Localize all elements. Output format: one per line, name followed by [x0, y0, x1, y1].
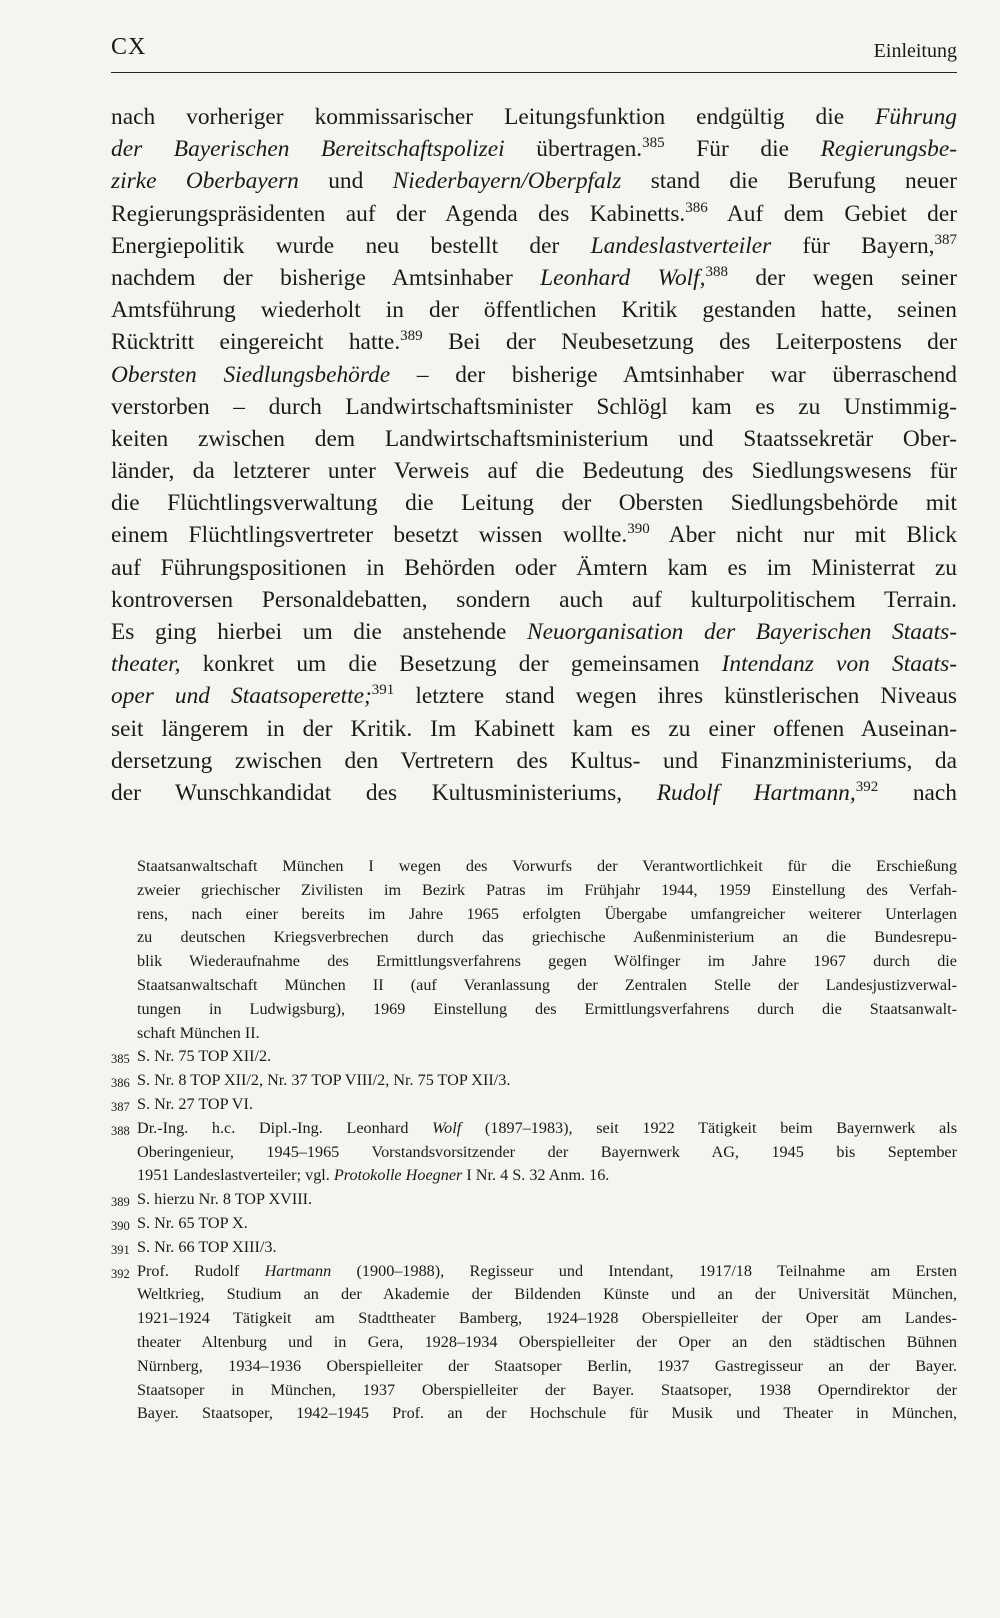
footnote-item — [111, 1069, 957, 1093]
text-run: Staatsoper in München, 1937 Oberspielleiter der Bayer. Staatsoper, 1938 Operndirektor der — [137, 1380, 957, 1399]
italic-run: Regierungsbe- — [820, 136, 957, 163]
text-run: Es ging hierbei um die anstehende — [111, 619, 527, 645]
footnote-continuation — [111, 855, 957, 1045]
body-line — [111, 423, 957, 455]
footnote-ref: 385 — [642, 135, 665, 152]
footnote-ref: 392 — [855, 778, 879, 795]
text-run: Auf dem Gebiet der — [707, 200, 958, 227]
text-run: Prof. Rudolf — [137, 1261, 265, 1280]
text-run: S. Nr. 75 TOP XII/2. — [137, 1047, 272, 1066]
section-title: Einleitung — [873, 40, 957, 62]
body-line — [111, 359, 957, 391]
page-number: CX — [111, 34, 147, 60]
text-run: Bei der Neubesetzung des Leiterpostens der — [422, 329, 957, 356]
text-run: – der bisherige Amtsinhaber war überraschend — [390, 361, 958, 388]
footnote-line — [137, 1188, 957, 1212]
text-run: Weltkrieg, Studium an der Akademie der Bildenden Künste und an der Universität München, — [137, 1285, 957, 1304]
italic-run: zirke Oberbayern — [111, 168, 299, 195]
text-run: Bayer. Staatsoper, 1942–1945 Prof. an der Hochschule für Musik und Theater in München, — [137, 1404, 957, 1423]
footnote-line — [137, 1307, 957, 1331]
footnote-line — [137, 1141, 957, 1165]
italic-run: Niederbayern/Oberpfalz — [392, 168, 622, 195]
body-line — [111, 745, 957, 777]
footnote-line — [137, 1236, 957, 1260]
footnote-ref: 391 — [371, 682, 395, 699]
footnotes — [111, 855, 957, 1426]
text-run: länder, da letzterer unter Verweis auf die Bedeutung des Siedlungswesens für — [111, 458, 957, 485]
footnote-ref: 389 — [400, 328, 423, 345]
italic-run: oper und Staatsoperette; — [111, 683, 372, 710]
footnote-line — [137, 1212, 957, 1236]
footnote-ref: 390 — [627, 521, 650, 538]
footnote-line — [137, 1331, 957, 1355]
text-run: seit längerem in der Kritik. Im Kabinett kam es zu einer offenen Auseinan- — [111, 715, 957, 742]
footnote-line — [137, 1379, 957, 1403]
text-run: einem Flüchtlingsvertreter besetzt wissen wollte. — [111, 522, 628, 549]
text-run: letztere stand wegen ihres künstlerischen Niveaus — [394, 683, 957, 710]
body-line — [111, 648, 957, 680]
body-text — [111, 101, 957, 809]
text-run: übertragen. — [504, 136, 643, 163]
footnote-line: blik Wiederaufnahme des Ermittlungsverfahrens gegen Wölfinger im Jahre 1967 durch die — [137, 952, 957, 971]
footnote-ref: 388 — [705, 263, 729, 280]
body-line — [111, 133, 957, 165]
text-run: S. Nr. 27 TOP VI. — [137, 1094, 253, 1113]
body-line — [111, 391, 957, 423]
footnote-line: Staatsanwaltschaft München II (auf Veranlassung der Zentralen Stelle der Landesjustizverwal- — [137, 975, 957, 994]
footnote-line: Staatsanwaltschaft München I wegen des Vorwurfs der Verantwortlichkeit für die Erschießung — [137, 857, 957, 875]
italic-run: Landeslastverteiler — [590, 232, 772, 259]
footnote-number: 390 — [111, 1218, 130, 1233]
body-line — [111, 230, 957, 262]
body-line — [111, 262, 957, 294]
text-run: der wegen seiner — [728, 264, 957, 291]
text-run: kontroversen Personaldebatten, sondern auch auf kulturpolitischem Terrain. — [111, 586, 957, 613]
footnote-list — [111, 1045, 957, 1426]
body-line — [111, 616, 957, 648]
text-run: theater Altenburg und in Gera, 1928–1934 Oberspielleiter der Oper an den städtischen Bühnen — [137, 1332, 957, 1351]
italic-run: Obersten Siedlungsbehörde — [111, 361, 391, 388]
footnote-ref: 387 — [934, 231, 957, 248]
text-run: keiten zwischen dem Landwirtschaftsministerium und Staatssekretär Ober- — [111, 425, 957, 452]
italic-run: Intendanz von Staats- — [721, 651, 957, 678]
text-run: und — [298, 168, 393, 195]
text-run: die Flüchtlingsverwaltung die Leitung der Obersten Siedlungsbehörde mit — [111, 490, 957, 517]
body-line — [111, 198, 957, 230]
footnote-line: schaft München II. — [137, 1023, 260, 1042]
text-run: Rücktritt eingereicht hatte. — [111, 329, 401, 356]
text-run: 1951 Landeslastverteiler; vgl. — [137, 1166, 334, 1185]
text-run: (1900–1988), Regisseur und Intendant, 1917/18 Teilnahme am Ersten — [331, 1261, 957, 1280]
footnote-item — [111, 1212, 957, 1236]
text-run: nach vorheriger kommissarischer Leitungsfunktion endgültig die — [111, 104, 876, 130]
running-header — [111, 30, 957, 73]
footnote-line — [137, 1093, 957, 1117]
italic-run: Rudolf Hartmann, — [656, 779, 856, 806]
text-run: verstorben – durch Landwirtschaftsminister Schlögl kam es zu Unstimmig- — [111, 393, 957, 420]
footnote-line — [137, 1045, 957, 1069]
italic-run: Protokolle Hoegner — [333, 1166, 463, 1185]
text-run: Oberingenieur, 1945–1965 Vorstandsvorsitzender der Bayernwerk AG, 1945 bis September — [137, 1142, 957, 1161]
body-line — [111, 713, 957, 745]
footnote-line: tungen in Ludwigsburg), 1969 Einstellung des Ermittlungsverfahrens durch die Staatsanwalt- — [137, 999, 957, 1018]
footnote-line — [137, 1069, 957, 1093]
text-run: für Bayern, — [771, 232, 935, 259]
body-line — [111, 584, 957, 616]
body-line — [111, 165, 957, 197]
footnote-line — [137, 1117, 957, 1141]
footnote-number: 386 — [111, 1076, 130, 1091]
body-line — [111, 326, 957, 358]
text-run: Dr.-Ing. h.c. Dipl.-Ing. Leonhard — [137, 1118, 433, 1137]
text-run: Aber nicht nur mit Blick — [649, 522, 957, 549]
text-run: S. Nr. 65 TOP X. — [137, 1213, 248, 1232]
text-run: S. Nr. 8 TOP XII/2, Nr. 37 TOP VIII/2, Nr. 75 TOP XII/3. — [137, 1071, 511, 1090]
text-run: I Nr. 4 S. 32 Anm. 16. — [462, 1166, 610, 1185]
body-line — [111, 294, 957, 326]
text-run: konkret um die Besetzung der gemeinsamen — [180, 651, 722, 678]
text-run: stand die Berufung neuer — [621, 168, 957, 195]
text-run: der Wunschkandidat des Kultusministeriums, — [111, 779, 657, 806]
footnote-item — [111, 1260, 957, 1427]
text-run: nach — [878, 779, 957, 806]
italic-run: Wolf — [432, 1118, 462, 1137]
body-line — [111, 101, 957, 133]
footnote-number: 385 — [111, 1052, 130, 1067]
text-run: nachdem der bisherige Amtsinhaber — [111, 264, 541, 291]
text-run: (1897–1983), seit 1922 Tätigkeit beim Bayernwerk als — [461, 1118, 957, 1137]
body-line — [111, 777, 957, 809]
footnote-number: 391 — [111, 1242, 130, 1257]
body-line — [111, 487, 957, 519]
footnote-line: rens, nach einer bereits im Jahre 1965 erfolgten Übergabe umfangreicher weiterer Unterlagen — [137, 904, 957, 923]
body-line — [111, 552, 957, 584]
footnote-item — [111, 1045, 957, 1069]
italic-run: Neuorganisation der Bayerischen Staats- — [527, 619, 957, 645]
text-run: Für die — [664, 136, 821, 163]
footnote-line — [137, 1164, 957, 1188]
italic-run: Führung — [875, 104, 957, 130]
footnote-item — [111, 1093, 957, 1117]
footnote-line — [137, 1402, 957, 1426]
footnote-ref: 386 — [685, 199, 708, 216]
body-line — [111, 455, 957, 487]
footnote-number: 389 — [111, 1195, 130, 1210]
footnote-item — [111, 1117, 957, 1188]
body-line — [111, 519, 957, 551]
text-run: auf Führungspositionen in Behörden oder Ämtern kam es im Ministerrat zu — [111, 554, 957, 581]
italic-run: theater, — [111, 651, 181, 678]
footnote-line — [137, 1283, 957, 1307]
italic-run: Leonhard Wolf, — [540, 264, 706, 291]
text-run: Amtsführung wiederholt in der öffentlichen Kritik gestanden hatte, seinen — [111, 297, 957, 324]
footnote-line: zu deutschen Kriegsverbrechen durch das griechische Außenministerium an die Bundesrepu- — [137, 928, 957, 947]
text-run: dersetzung zwischen den Vertretern des Kultus- und Finanzministeriums, da — [111, 747, 957, 774]
italic-run: der Bayerischen Bereitschaftspolizei — [111, 136, 505, 163]
footnote-number: 392 — [111, 1266, 130, 1281]
text-run: Energiepolitik wurde neu bestellt der — [111, 232, 591, 259]
footnote-item — [111, 1188, 957, 1212]
body-line — [111, 680, 957, 712]
text-run: S. hierzu Nr. 8 TOP XVIII. — [137, 1190, 313, 1209]
footnote-line — [137, 1355, 957, 1379]
footnote-item — [111, 1236, 957, 1260]
text-run: Regierungspräsidenten auf der Agenda des Kabinetts. — [111, 200, 686, 227]
footnote-number: 387 — [111, 1099, 130, 1114]
text-run: 1921–1924 Tätigkeit am Stadttheater Bamberg, 1924–1928 Oberspielleiter der Oper am Landes- — [137, 1309, 957, 1328]
text-run: Nürnberg, 1934–1936 Oberspielleiter der Staatsoper Berlin, 1937 Gastregisseur an der Bayer. — [137, 1356, 957, 1375]
footnote-line: zweier griechischer Zivilisten im Bezirk Patras im Frühjahr 1944, 1959 Einstellung des Verfah- — [137, 880, 957, 899]
footnote-number: 388 — [111, 1123, 130, 1138]
italic-run: Hartmann — [264, 1261, 332, 1280]
footnote-line — [137, 1260, 957, 1284]
text-run: S. Nr. 66 TOP XIII/3. — [137, 1237, 277, 1256]
